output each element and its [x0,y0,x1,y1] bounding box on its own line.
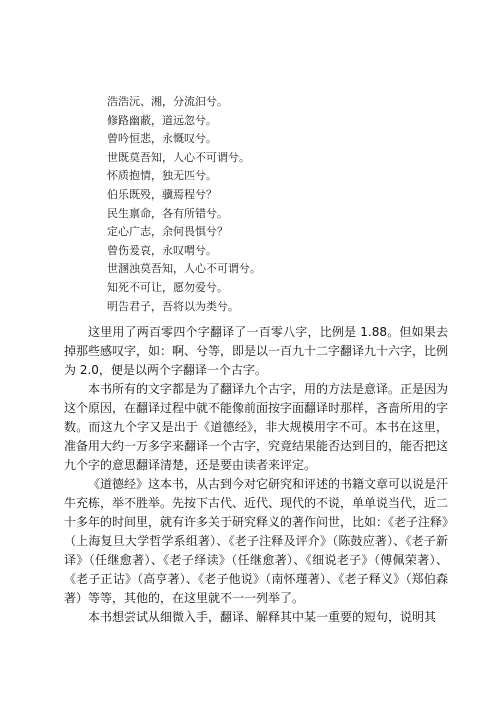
poem-line: 明告君子，吾将以为类兮。 [107,299,239,313]
poem-line: 民生禀命，各有所错兮。 [107,206,228,220]
paragraph-references: 《道德经》这本书，从古到今对它研究和评述的书籍文章可以说是汗牛充栋，举不胜举。先按下古代、近代、现代的不说，单单说当代，近二十多年的时间里，就有许多关于研究释义的著作问世，比如：《老子注释》（上海复旦大学哲学系组著）、《老子注释及评介》（陈鼓应著）、《老子新译》（任继愈著）、《老子绎读》（任继愈著）、《细说老子》（傅佩荣著）、《老子正诂》（高亨著）、《老子他说》（南怀瑾著）、《老子释义》（郑伯森著）等等，其他的，在这里就不一一列举了。 [64,477,449,605]
poem-line: 修路幽蔽，道远忽兮。 [107,113,217,127]
paragraph-purpose: 本书想尝试从细微入手，翻译、解释其中某一重要的短句，说明其 [88,610,437,624]
poem-line: 曾伤爰哀，永叹喟兮。 [107,243,217,257]
poem-line: 浩浩沅、湘，分流汩兮。 [107,95,228,108]
body-text [64,323,448,627]
poem-line: 知死不可让，愿勿爱兮。 [107,280,228,294]
paragraph-method: 本书所有的文字都是为了翻译九个古字，用的方法是意译。正是因为这个原因，在翻译过程中就不能像前面按字面翻译时那样，吝啬所用的字数。而这九个字又是出于《道德经》，非大规模用字不可。本书在这里，准备用大约一万多字来翻译一个古字，究竟结果能否达到目的，能否把这九个字的意思翻译清楚，还是要由读者来评定。 [64,382,449,472]
poem-translation [107,93,407,316]
paragraph-ratio: 这里用了两百零四个字翻译了一百零八字，比例是 1.88。但如果去掉那些感叹字，如：啊、兮等，即是以一百九十二字翻译九十六字，比例为 2.0，便是以两个字翻译一个古字。 [64,325,449,377]
poem-line: 世既莫吾知，人心不可谓兮。 [107,150,250,164]
poem-line: 曾吟恒悲，永慨叹兮。 [107,132,217,146]
poem-line: 定心广志，余何畏惧兮？ [107,225,228,239]
poem-line: 怀质抱情，独无匹兮。 [107,169,217,183]
poem-line: 伯乐既殁，骥焉程兮？ [107,187,217,201]
poem-line: 世溷浊莫吾知，人心不可谓兮。 [107,262,261,276]
